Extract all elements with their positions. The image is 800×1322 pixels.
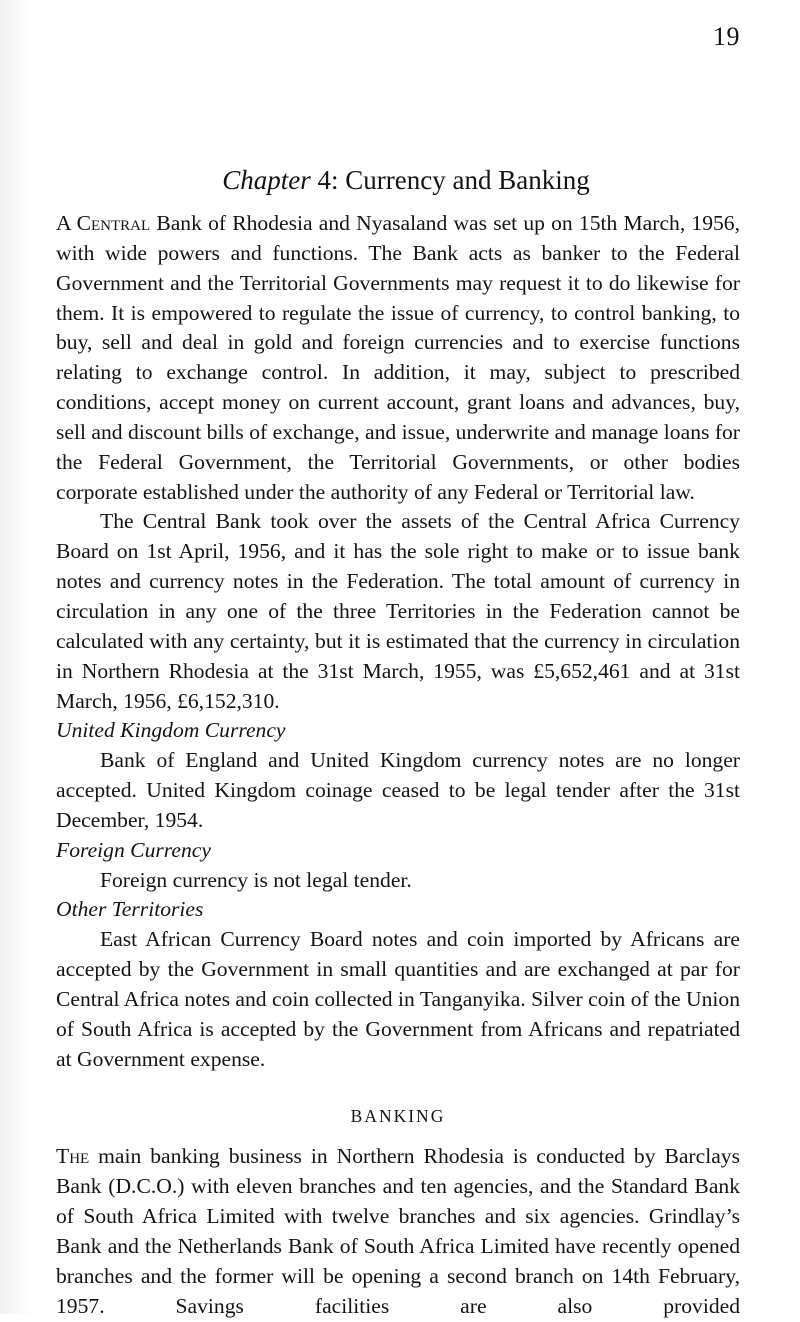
banking-paragraph: [56, 1142, 740, 1321]
page-edge-shadow: [0, 0, 34, 1314]
foreign-currency-heading: Foreign Currency: [56, 837, 211, 862]
chapter-label: Chapter: [222, 165, 311, 195]
other-territories-heading: Other Territories: [56, 897, 204, 922]
chapter-heading-text: 4: Currency and Banking: [310, 165, 590, 195]
other-territories-paragraph: East African Currency Board notes and coin imported by Africans are accepted by the Government in small quantities and are exchanged at par for Central Africa notes and coin collected in Tanganyika. Silver coin of the Union of South Africa is accepted by the Government from Africans and repatriated at Government expense.: [56, 927, 740, 1071]
central-bank-lead: A Central: [56, 211, 151, 235]
uk-currency-heading: United Kingdom Currency: [56, 718, 286, 743]
central-bank-paragraph-1: [56, 209, 740, 507]
banking-heading: BANKING: [350, 1106, 446, 1127]
page-body: [56, 162, 740, 1322]
uk-currency-paragraph: Bank of England and United Kingdom currency notes are no longer accepted. United Kingdom coinage ceased to be legal tender after the 31st December, 1954.: [56, 748, 740, 832]
central-bank-p1-text: Bank of Rhodesia and Nyasaland was set up on 15th March, 1956, with wide powers and functions. The Bank acts as banker to the Federal Government and the Territorial Governments may request it to do likewise for them. It is empowered to regulate the issue of currency, to control banking, to buy, sell and deal in gold and foreign currencies and to exercise functions relating to exchange control. In addition, it may, subject to prescribed conditions, accept money on current account, grant loans and advances, buy, sell and discount bills of exchange, and issue, underwrite and manage loans for the Federal Government, the Territorial Governments, or other bodies corporate established under the authority of any Federal or Territorial law.: [56, 211, 740, 504]
banking-lead: The: [56, 1144, 90, 1169]
chapter-title: [72, 162, 740, 198]
banking-text: main banking business in Northern Rhodesia is conducted by Barclays Bank (D.C.O.) with eleven branches and ten agencies, and the Standard Bank of South Africa Limited with twelve branches and six agencies. Grindlay’s Bank and the Netherlands Bank of South Africa Limited have recently opened branches and the former will be opening a second branch on 14th February, 1957. Savings facilities are also provided: [56, 1144, 740, 1318]
central-bank-paragraph-2: The Central Bank took over the assets of the Central Africa Currency Board on 1st April, 1956, and it has the sole right to make or to issue bank notes and currency notes in the Federation. The total amount of currency in circulation in any one of the three Territories in the Federation cannot be calculated with any certainty, but it is estimated that the currency in circulation in Northern Rhodesia at the 31st March, 1955, was £5,652,461 and at 31st March, 1956, £6,152,310.: [56, 509, 740, 713]
page-number: 19: [713, 22, 740, 51]
foreign-currency-paragraph: Foreign currency is not legal tender.: [100, 867, 412, 892]
